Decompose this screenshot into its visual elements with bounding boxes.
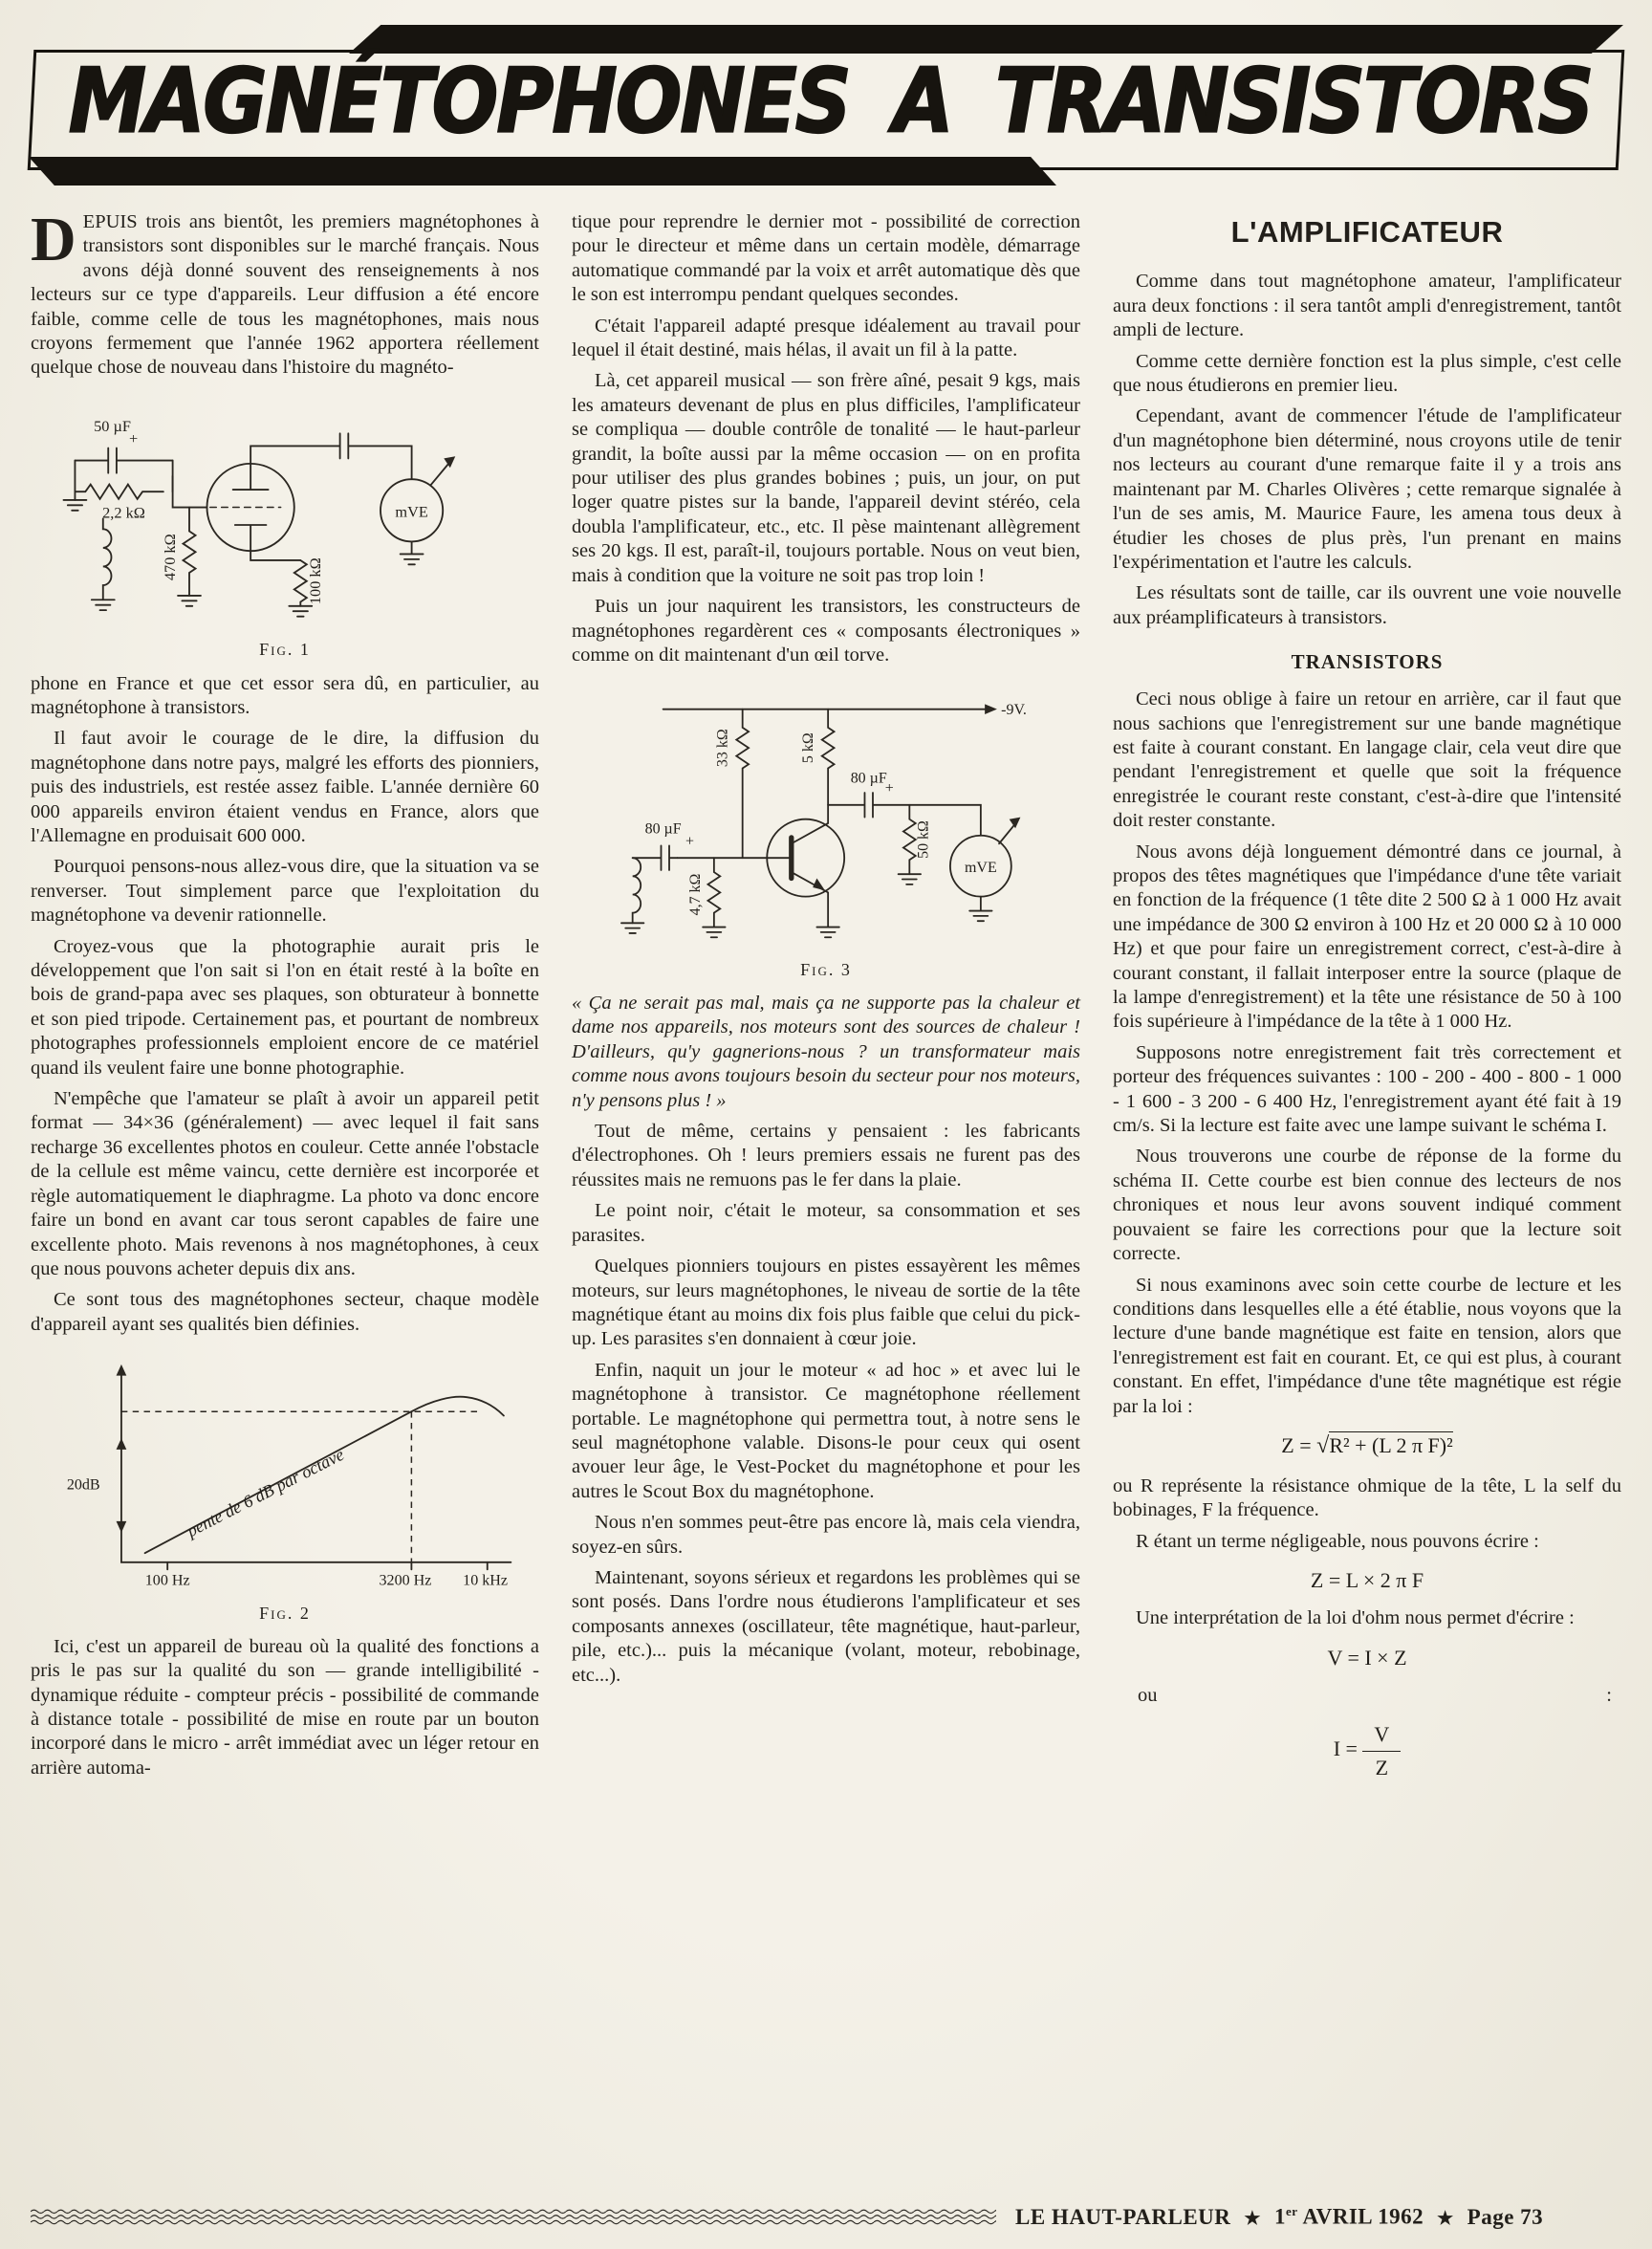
paragraph: Puis un jour naquirent les transistors, les constructeurs de magnétophones regardèrent ces « composants électroniques » comme on dit maintenant d'un œil torve. bbox=[572, 596, 1080, 666]
paragraph: Ici, c'est un appareil de bureau où la qualité des fonctions a pris le pas sur la qualité du son — grande intelligibilité - dynamique réduite - compteur précis - possibilité de commande à distance totale - possibilité de mise en route par un bouton incorporé dans le micro - arrêt immédiat avec un léger retour en arrière automa- bbox=[31, 1635, 539, 1779]
label-2k2: 2,2 kΩ bbox=[102, 503, 145, 522]
label-meter: mVE bbox=[965, 860, 997, 877]
ou-row bbox=[1113, 1684, 1621, 1708]
fig2-labels bbox=[66, 1445, 507, 1589]
paragraph: Une interprétation de la loi d'ohm nous permet d'écrire : bbox=[1136, 1607, 1575, 1629]
scale-arrow-up bbox=[116, 1438, 126, 1450]
paragraph: Tout de même, certains y pensaient : les fabricants d'électrophones. Oh ! leurs premiers essais ne furent pas des réussites mais ne remuons pas le fer dans la plaie. bbox=[572, 1121, 1080, 1190]
paragraph: Enfin, naquit un jour le moteur « ad hoc » et avec lui le magnétophone à transistor. Ce magnétophone réellement portable. Le magnétophone qui permettra tout, à notre sens le seul magnétophone valable. Disons-le pour ceux qui osent avouer leur âge, le Vest-Pocket du magnétophone et pour les autres le Scout Box du magnétophone. bbox=[572, 1359, 1080, 1502]
paragraph: Nous n'en sommes peut-être pas encore là, mais cela viendra, soyez-en sûrs. bbox=[572, 1512, 1080, 1558]
tube-cathode bbox=[235, 525, 300, 560]
formula-simplified: Z = L × 2 π F bbox=[1310, 1567, 1424, 1592]
column-2 bbox=[572, 210, 1080, 1794]
coupling-capacitor-symbol bbox=[340, 433, 412, 479]
plus-sign: + bbox=[884, 780, 894, 797]
journal-name: LE HAUT-PARLEUR bbox=[1015, 2205, 1231, 2229]
x-ticks bbox=[167, 1562, 488, 1570]
label-50k: 50 kΩ bbox=[915, 820, 932, 860]
paragraph: Le point noir, c'était le moteur, sa consommation et ses parasites. bbox=[572, 1200, 1080, 1246]
ground-symbol bbox=[289, 606, 312, 617]
ground-symbol bbox=[401, 541, 424, 564]
ou-label: ou bbox=[1138, 1684, 1158, 1706]
emitter-arrow bbox=[813, 879, 825, 891]
capacitor-80uf-output-symbol bbox=[828, 793, 981, 836]
title-banner bbox=[29, 25, 1623, 186]
ground-symbol bbox=[621, 924, 643, 934]
paragraph: Comme dans tout magnétophone amateur, l'amplificateur aura deux fonctions : il sera tantôt ampli d'enregistrement, tantôt ampli de lecture. bbox=[1113, 271, 1621, 341]
label-50uf: 50 µF bbox=[94, 417, 131, 436]
meter-needle-arrow bbox=[1010, 818, 1021, 829]
paragraph: tique pour reprendre le dernier mot - possibilité de correction pour le directeur et même dans un certain modèle, démarrage automatique commandé par la voix et arrêt automatique dès que le son est interrompu pendant quelques secondes. bbox=[572, 211, 1080, 306]
fig3-circuit-schematic bbox=[592, 683, 1060, 950]
label-meter: mVE bbox=[395, 502, 428, 521]
ground-symbol bbox=[63, 500, 86, 511]
paragraph: DEPUIS trois ans bientôt, les premiers magnétophones à transistors sont disponibles sur le marché français. Nous avons déjà donné souvent des renseignements à nos lecteurs sur ce type d'appareils. Leur diffusion a été encore faible, comme celle de tous les magnétophones, mais nous croyons fermement que l'année 1962 apportera réellement quelque chose de nouveau dans l'histoire du magnéto- bbox=[31, 205, 539, 379]
label-3200hz: 3200 Hz bbox=[378, 1572, 431, 1589]
article-body bbox=[0, 186, 1652, 1794]
paragraph: Là, cet appareil musical — son frère aîné, pesait 9 kgs, mais les amateurs devenant de plus en plus difficiles, l'amplificateur se compliqua — double contrôle de tonalité — le haut-parleur grandit, la boîte aussi par la même occasion — on en profita pour utiliser des plus grandes bobines ; puis, un jour, on put loger quatre pistes sur la bande, l'appareil devint stéréo, cela doubla l'amplificateur, etc., etc. Il pèse maintenant allègrement ses 20 kgs. Il est, paraît-il, toujours portable. Nous on veut bien, mais à condition que la voiture ne soit pas trop loin ! bbox=[572, 370, 1080, 586]
capacitor-50uf-symbol bbox=[75, 448, 172, 472]
axis-arrow-up bbox=[116, 1365, 126, 1376]
colon: : bbox=[1606, 1684, 1612, 1706]
star-icon: ★ bbox=[1437, 2209, 1454, 2229]
banner-bottom-bar-decoration bbox=[29, 157, 1056, 186]
footer-date: 1er AVRIL 1962 bbox=[1273, 2204, 1424, 2229]
fig2-response-chart bbox=[44, 1352, 527, 1593]
fraction: $\frac{V}{Z}$ bbox=[1362, 1721, 1401, 1780]
plus-sign: + bbox=[128, 429, 139, 448]
resistor-50k-symbol bbox=[903, 805, 916, 874]
paragraph: ou R représente la résistance ohmique de la tête, L la self du bobinages, F la fréquence. bbox=[1113, 1474, 1621, 1521]
resistor-33k-symbol bbox=[736, 710, 749, 858]
plus-sign: + bbox=[685, 833, 695, 850]
formula-impedance: Z = √R² + (L 2 π F)² bbox=[1281, 1432, 1453, 1458]
scale-arrow-down bbox=[116, 1521, 126, 1533]
footer-wave-decoration bbox=[31, 2209, 996, 2225]
quote-paragraph: « Ça ne serait pas mal, mais ça ne supporte pas la chaleur et dame nos appareils, nos moteurs sont des sources de chaleur ! D'ailleurs, qu'y gagnerions-nous ? un transformateur mais comme nous avons toujours besoin du secteur pour nos moteurs, n'y pensons plus ! » bbox=[572, 993, 1080, 1111]
fig1-circuit-schematic bbox=[46, 396, 524, 630]
figure-3-caption: Fig. 3 bbox=[800, 959, 852, 979]
label-80uf-input: 80 µF bbox=[644, 820, 682, 838]
dropcap: D bbox=[31, 205, 76, 274]
label-10khz: 10 kHz bbox=[462, 1572, 508, 1589]
label-4k7: 4,7 kΩ bbox=[686, 873, 704, 916]
paragraph: Maintenant, soyons sérieux et regardons les problèmes qui se sont posés. Dans l'ordre nous étudierons l'amplificateur et ses composants annexes (oscillateur, tête magnétique, haut-parleur, pile, etc.)... puis la mécanique (volant, moteur, rebobinage, etc...). bbox=[572, 1566, 1080, 1686]
label-20db: 20dB bbox=[66, 1476, 100, 1494]
radical-sign: √ bbox=[1316, 1432, 1330, 1458]
formula-ohm: V = I × Z bbox=[1327, 1645, 1407, 1670]
figure-1-caption: Fig. 1 bbox=[259, 640, 311, 660]
label-80uf-output: 80 µF bbox=[850, 770, 887, 787]
capacitor-80uf-input-symbol bbox=[633, 846, 678, 871]
paragraph: Cependant, avant de commencer l'étude de l'amplificateur d'un magnétophone bien déterminé, nous croyons utile de tenir nos lecteurs au courant d'une remarque faite il y a trois ans maintenant par M. Charles Olivères ; cette remarque signalée à l'un de ses amis, M. Maurice Faure, les amena tous deux à étudier les choses de plus près, l'un prenant en mains l'expérimentation et l'autre les calculs. bbox=[1113, 405, 1621, 573]
ground-symbol bbox=[178, 596, 201, 606]
paragraph: Ceci nous oblige à faire un retour en arrière, car il faut que nous sachions que l'enregistrement sur une bande magnétique est faite à courant constant. En langage clair, cela veut dire que pendant l'enregistrement et quelle que soit la fréquence enregistrée le courant reste constant, c'est-à-dire que l'intensité doit rester constante. bbox=[1113, 688, 1621, 832]
paragraph: Quelques pionniers toujours en pistes essayèrent les mêmes moteurs, sur leurs magnétophones, le niveau de sortie de la tête magnétique étant au moins dix fois plus faible que celui du pick-up. Les parasites s'en donnaient à cœur joie. bbox=[572, 1256, 1080, 1350]
figure-1 bbox=[31, 396, 539, 661]
paragraph: C'était l'appareil adapté presque idéalement au travail pour lequel il était destiné, mais hélas, il avait un fil à la patte. bbox=[572, 315, 1080, 361]
ground-symbol bbox=[92, 600, 115, 610]
label-100k: 100 kΩ bbox=[305, 557, 324, 604]
label-470k: 470 kΩ bbox=[160, 534, 179, 580]
paragraph: Nous trouverons une courbe de réponse de la forme du schéma II. Cette courbe est bien connue des lecteurs de nos chroniques et nous leur avons souvent indiqué comment pouvaient se faire les corrections pour que la lecture soit correcte. bbox=[1113, 1146, 1621, 1265]
fig1-wires bbox=[63, 433, 450, 616]
ground-symbol bbox=[969, 897, 991, 922]
page-number: Page 73 bbox=[1467, 2205, 1544, 2229]
section-heading-transistors: TRANSISTORS bbox=[1291, 650, 1444, 674]
paragraph: Si nous examinons avec soin cette courbe de lecture et les conditions dans lesquelles elle a été établie, nous voyons que la lecture d'une bande magnétique est faite en tension, alors que l'enregistrement est fait en courant. Et, ce qui est plus, à courant constant. En effet, l'impédance d'une tête magnétique est régie par la loi : bbox=[1113, 1274, 1621, 1417]
paragraph: phone en France et que cet essor sera dû, en particulier, au magnétophone à transistors. bbox=[31, 672, 539, 718]
ground-symbol bbox=[816, 928, 838, 938]
label-33k: 33 kΩ bbox=[714, 729, 731, 768]
ground-symbol bbox=[899, 875, 921, 885]
figure-3 bbox=[572, 683, 1080, 980]
label-supply: -9V. bbox=[1001, 702, 1027, 719]
input-coil-symbol bbox=[633, 858, 641, 923]
column-1 bbox=[31, 205, 539, 1794]
paragraph: Ce sont tous des magnétophones secteur, chaque modèle d'appareil ayant ses qualités bien définies. bbox=[31, 1289, 539, 1335]
resistor-4k7-symbol bbox=[707, 858, 720, 927]
page-title: MAGNÉTOPHONES A TRANSISTORS bbox=[68, 49, 1593, 153]
star-icon: ★ bbox=[1244, 2209, 1261, 2229]
section-heading-amplificateur: L'AMPLIFICATEUR bbox=[1230, 215, 1504, 249]
footer bbox=[31, 2204, 1621, 2230]
paragraph: R étant un terme négligeable, nous pouvons écrire : bbox=[1136, 1530, 1539, 1552]
figure-2-caption: Fig. 2 bbox=[259, 1603, 311, 1623]
label-100hz: 100 Hz bbox=[144, 1572, 190, 1589]
label-slope: pente de 6 dB par octave bbox=[183, 1444, 347, 1541]
paragraph: N'empêche que l'amateur se plaît à avoir un appareil petit format — 34×36 (généralement) — avec lequel il fait sans recharge 36 excellentes photos en couleur. Cette année l'obstacle de la cellule est même vaincu, cette dernière est incorporée et règle automatiquement le diaphragme. La photo va donc encore faire un bond en avant car tous seront capables de faire une excellente photo. Mais revenons à nos magnétophones, à ceux que nous pouvons acheter depuis dix ans. bbox=[31, 1088, 539, 1279]
resistor-2k2-symbol bbox=[75, 484, 163, 498]
resistor-470k-symbol bbox=[183, 507, 195, 595]
ground-symbol bbox=[703, 928, 725, 938]
resistor-100k-symbol bbox=[294, 560, 307, 606]
figure-2 bbox=[31, 1352, 539, 1624]
resistor-5k-symbol bbox=[822, 710, 835, 805]
input-coil-symbol bbox=[103, 518, 112, 600]
label-5k: 5 kΩ bbox=[800, 732, 817, 764]
paragraph: Il faut avoir le courage de le dire, la diffusion du magnétophone dans notre pays, malgré les efforts des pionniers, puis des industriels, est restée assez faible. L'année dernière 60 000 appareils environ étaient vendus en France, alors que l'Allemagne en produisait 600 000. bbox=[31, 728, 539, 846]
paragraph: Comme cette dernière fonction est la plus simple, c'est celle que nous étudierons en premier lieu. bbox=[1113, 350, 1621, 397]
paragraph: Supposons notre enregistrement fait très correctement et porteur des fréquences suivantes : 100 - 200 - 400 - 800 - 1 000 - 1 600 - 3 200 - 6 400 Hz, l'enregistrement ayant été fait à 19 cm/s. Si la lecture est faite avec une lampe suivant le schéma I. bbox=[1113, 1041, 1621, 1137]
paragraph: Croyez-vous que la photographie aurait pris le développement que l'on sait si l'on en était resté à la boîte en bois de grand-papa avec ses plaques, son obturateur à bonnette et son pied tripode. Certainement pas, et pourtant de nombreux photographes professionnels emploient encore de ce matériel quand ils veulent faire une bonne photographie. bbox=[31, 935, 539, 1079]
emitter-lead bbox=[792, 872, 828, 928]
paragraph: Les résultats sont de taille, car ils ouvrent une voie nouvelle aux préamplificateurs à transistors. bbox=[1113, 582, 1621, 628]
footer-text bbox=[1015, 2204, 1543, 2230]
paragraph: Pourquoi pensons-nous allez-vous dire, que la situation va se renverser. Tout simplement parce que l'exploitation du magnétophone va devenir rationnelle. bbox=[31, 856, 539, 927]
collector-lead bbox=[792, 805, 828, 843]
formula-current: I = $\frac{V}{Z}$ bbox=[1113, 1721, 1621, 1780]
column-3 bbox=[1113, 210, 1621, 1794]
paragraph: Nous avons déjà longuement démontré dans ce journal, à propos des têtes magnétiques que l'impédance d'une tête variait en fonction de la fréquence (1 tête dite 2 500 Ω à 1 000 Hz avait une impédance de 300 Ω environ à 100 Hz et 20 000 Ω à 10 000 Hz) et que pour faire un enregistrement correct, c'est-à-dire à courant constant, il fallait interposer entre la source (plaque de la lampe d'enregistrement) et la tête une résistance de 50 à 100 fois supérieure à l'impédance de la tête à 1 000 Hz. bbox=[1113, 841, 1621, 1033]
supply-arrow bbox=[985, 705, 997, 715]
